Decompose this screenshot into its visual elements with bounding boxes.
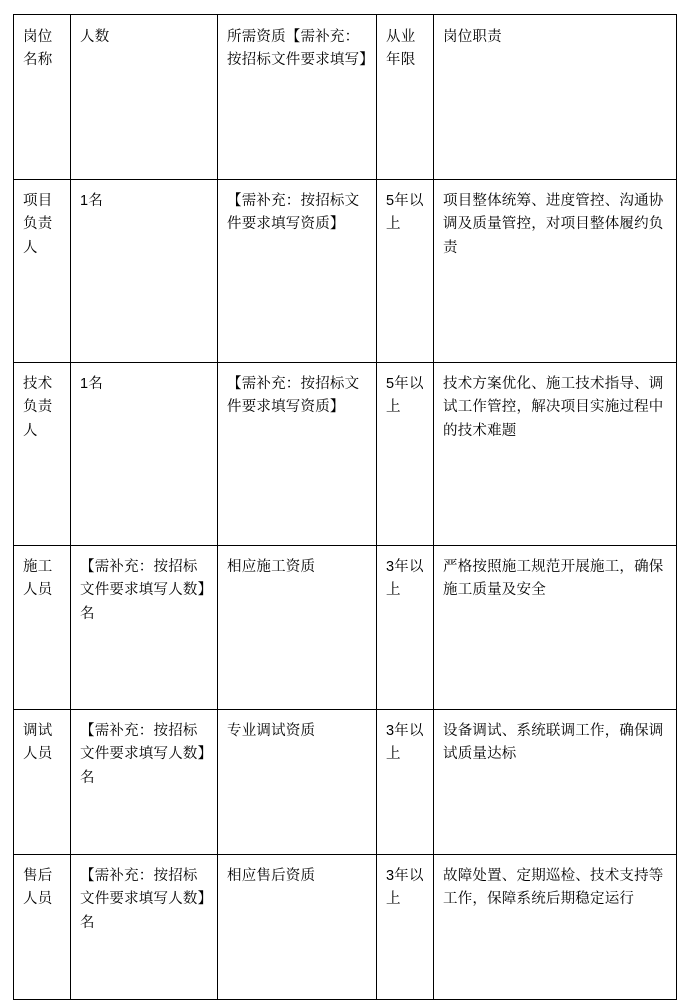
table-row xyxy=(14,363,677,546)
column-header-years-label: 从业年限 xyxy=(386,29,416,69)
cell-post: 调试人员 xyxy=(14,710,71,855)
table-row xyxy=(14,855,677,1000)
cell-duty: 项目整体统筹、进度管控、沟通协调及质量管控，对项目整体履约负责 xyxy=(434,180,677,363)
cell-duty: 设备调试、系统联调工作，确保调试质量达标 xyxy=(434,710,677,855)
table-header-row xyxy=(14,15,677,180)
cell-count: 1名 xyxy=(71,180,218,363)
column-header-duty-label: 岗位职责 xyxy=(443,29,502,45)
cell-post: 技术负责人 xyxy=(14,363,71,546)
document-page xyxy=(0,14,693,994)
cell-years: 3年以上 xyxy=(377,710,434,855)
cell-qualification: 【需补充：按招标文件要求填写资质】 xyxy=(218,363,377,546)
cell-qualification: 相应售后资质 xyxy=(218,855,377,1000)
table-row xyxy=(14,546,677,710)
cell-duty: 故障处置、定期巡检、技术支持等工作，保障系统后期稳定运行 xyxy=(434,855,677,1000)
cell-count: 1名 xyxy=(71,363,218,546)
cell-qualification: 【需补充：按招标文件要求填写资质】 xyxy=(218,180,377,363)
cell-count: 【需补充：按招标文件要求填写人数】名 xyxy=(71,710,218,855)
cell-qualification: 专业调试资质 xyxy=(218,710,377,855)
cell-post: 项目负责人 xyxy=(14,180,71,363)
column-header-post xyxy=(14,15,71,180)
staffing-table xyxy=(13,14,677,1000)
cell-qualification: 相应施工资质 xyxy=(218,546,377,710)
cell-duty: 技术方案优化、施工技术指导、调试工作管控，解决项目实施过程中的技术难题 xyxy=(434,363,677,546)
cell-years: 3年以上 xyxy=(377,855,434,1000)
column-header-duty xyxy=(434,15,677,180)
cell-post: 售后人员 xyxy=(14,855,71,1000)
cell-years: 5年以上 xyxy=(377,363,434,546)
cell-years: 3年以上 xyxy=(377,546,434,710)
cell-duty: 严格按照施工规范开展施工，确保施工质量及安全 xyxy=(434,546,677,710)
cell-post: 施工人员 xyxy=(14,546,71,710)
table-row xyxy=(14,180,677,363)
column-header-post-label: 岗位名称 xyxy=(23,29,53,69)
cell-count: 【需补充：按招标文件要求填写人数】名 xyxy=(71,546,218,710)
column-header-qualification xyxy=(218,15,377,180)
cell-years: 5年以上 xyxy=(377,180,434,363)
column-header-count-label: 人数 xyxy=(80,29,110,45)
column-header-years xyxy=(377,15,434,180)
cell-count: 【需补充：按招标文件要求填写人数】名 xyxy=(71,855,218,1000)
table-row xyxy=(14,710,677,855)
column-header-count xyxy=(71,15,218,180)
column-header-qualification-label: 所需资质【需补充：按招标文件要求填写】 xyxy=(227,29,374,69)
